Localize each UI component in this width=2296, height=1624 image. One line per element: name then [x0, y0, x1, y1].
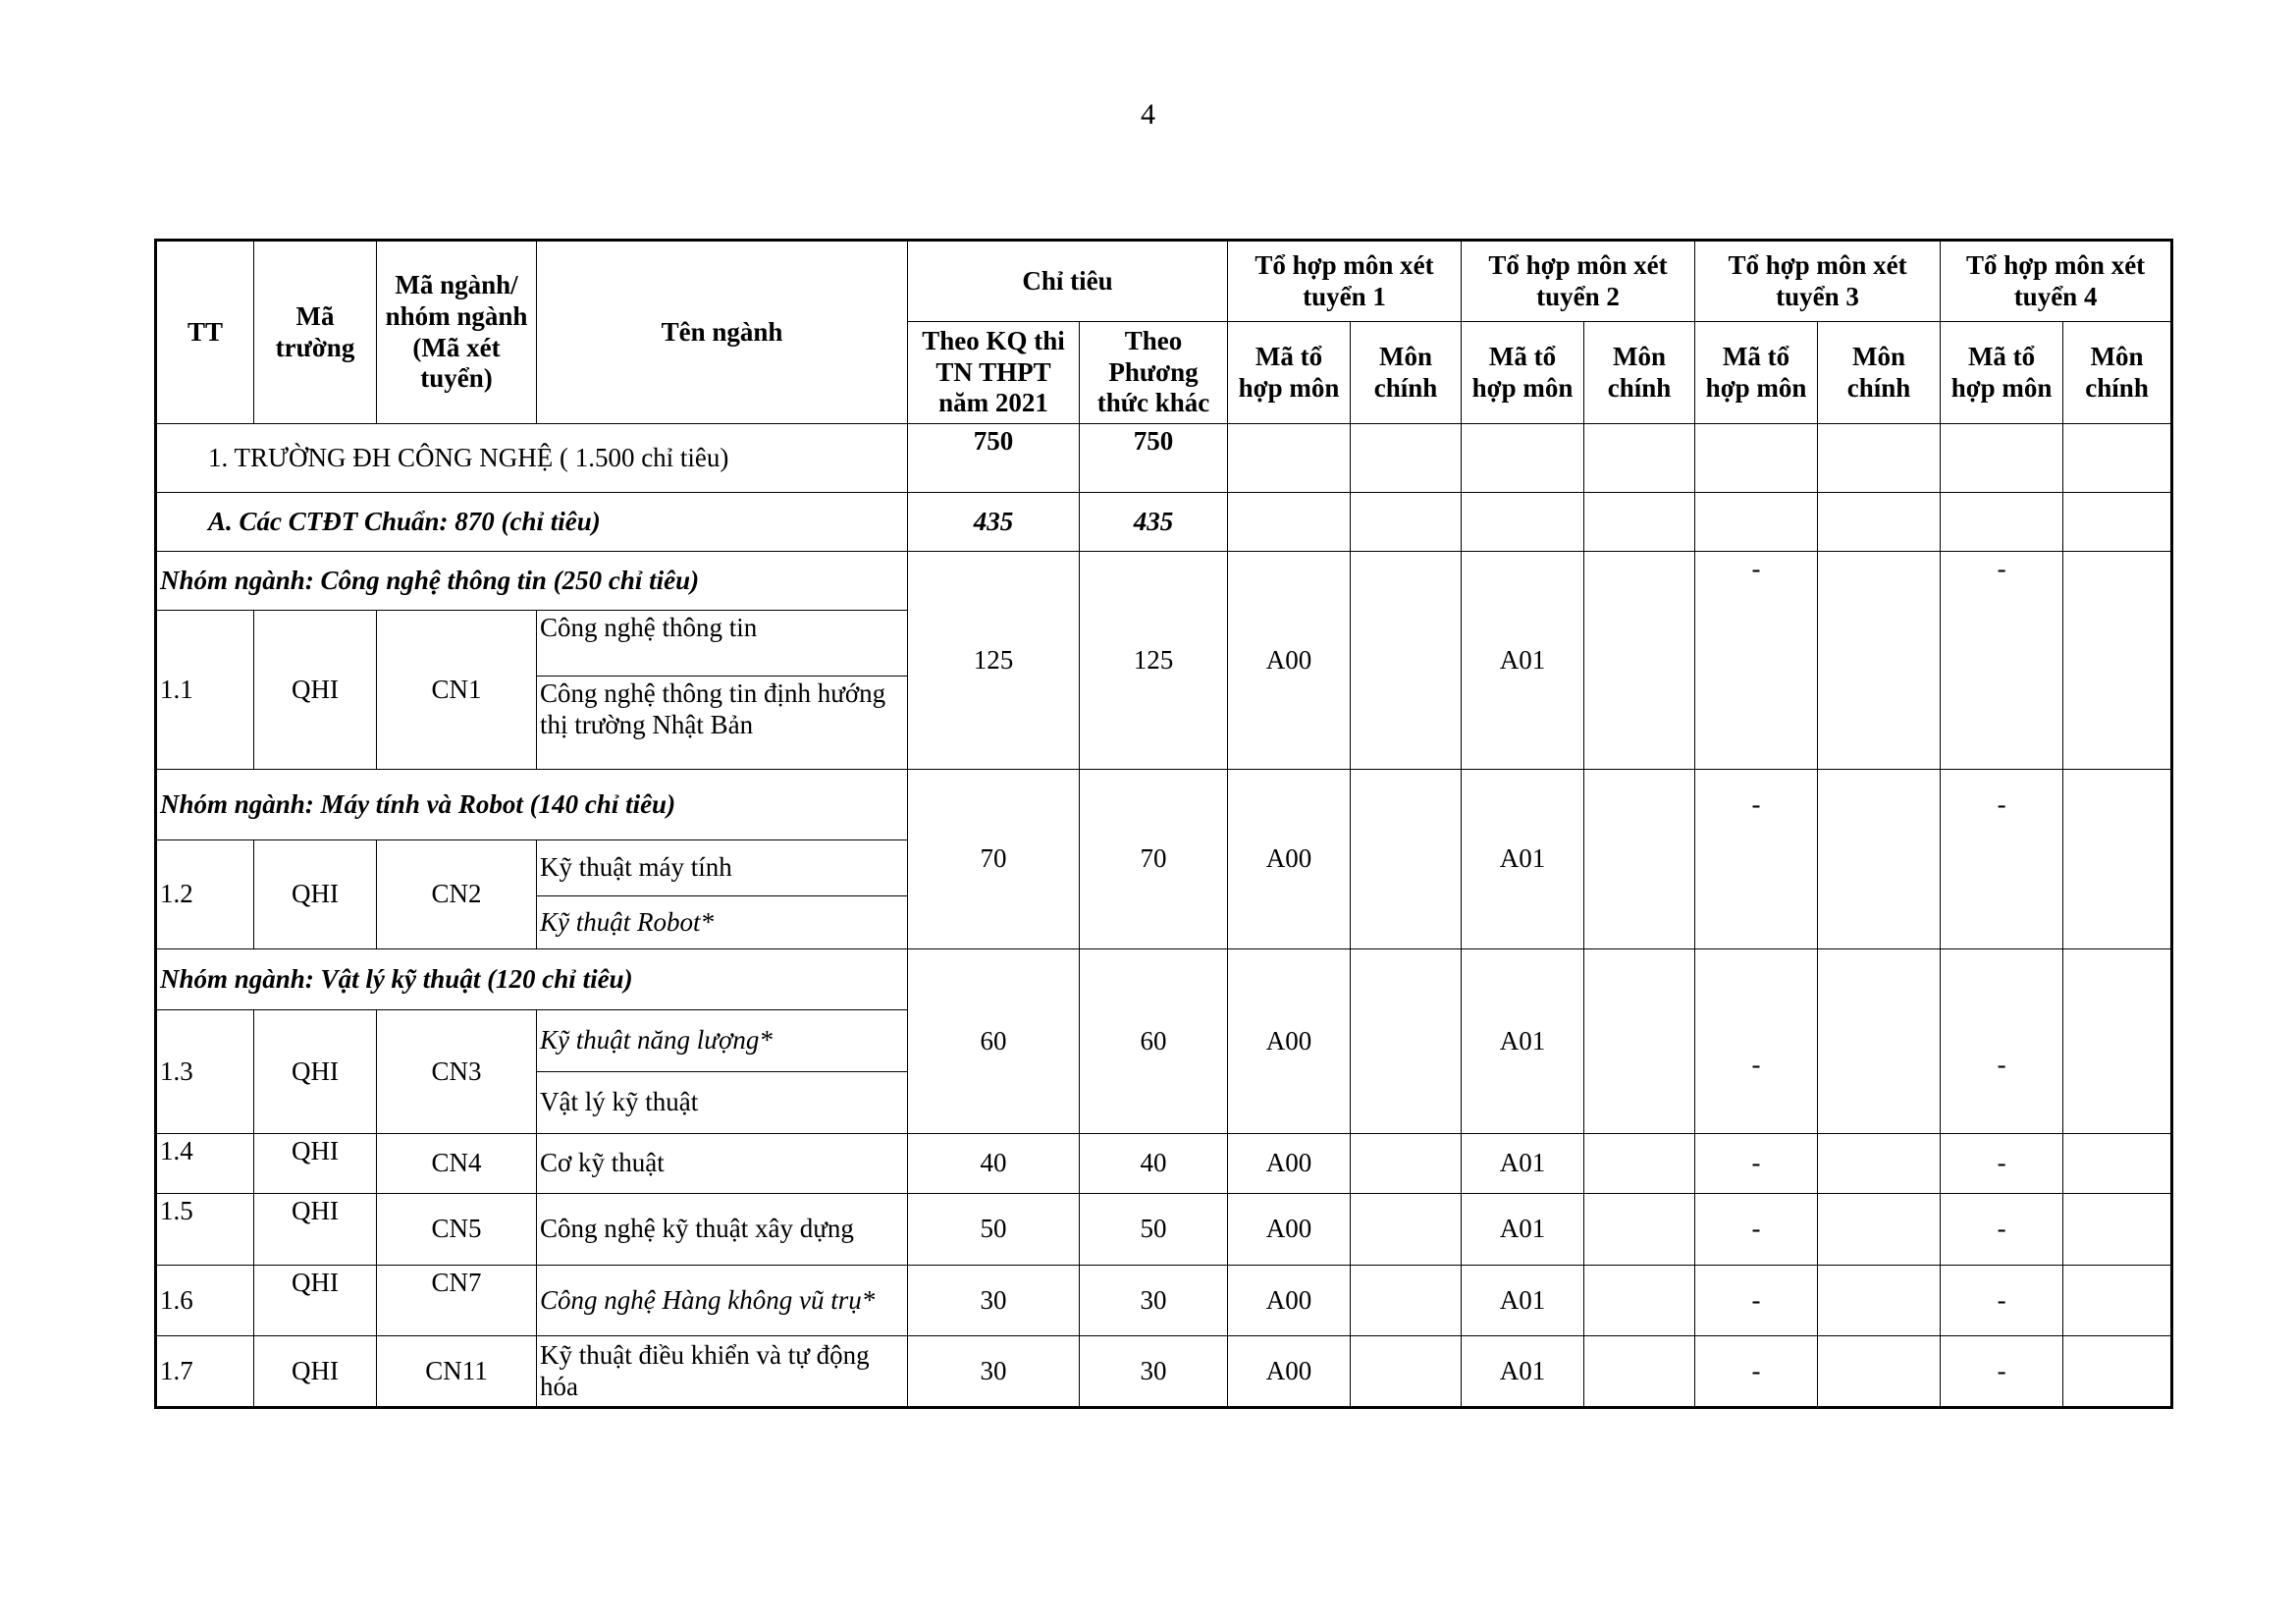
to-hop-2-code: A01 [1462, 770, 1584, 949]
to-hop-4-mon [2063, 1266, 2172, 1336]
header-chi-tieu: Chỉ tiêu [908, 241, 1228, 322]
row-ma: CN7 [377, 1266, 537, 1336]
header-ma-truong: Mã trường [254, 241, 377, 424]
to-hop-2-mon [1584, 1194, 1695, 1266]
to-hop-3-mon [1818, 1336, 1941, 1408]
section-a-title: A. Các CTĐT Chuẩn: 870 (chỉ tiêu) [156, 493, 908, 552]
header-mon-chinh: Môn chính [1818, 322, 1941, 424]
to-hop-2-mon [1584, 949, 1695, 1134]
row-ma: CN5 [377, 1194, 537, 1266]
to-hop-1-mon [1351, 1194, 1462, 1266]
row-name: Kỹ thuật điều khiển và tự động hóa [537, 1336, 908, 1408]
row-pt: 40 [1080, 1134, 1228, 1194]
to-hop-3-mon [1818, 770, 1941, 949]
group-kq: 70 [908, 770, 1080, 949]
to-hop-2-code: A01 [1462, 1134, 1584, 1194]
to-hop-3-mon [1818, 552, 1941, 770]
row-ma: CN1 [377, 611, 537, 770]
to-hop-3-mon [1818, 949, 1941, 1134]
row-name: Kỹ thuật Robot* [537, 896, 908, 949]
to-hop-1-mon [1351, 1134, 1462, 1194]
to-hop-2-code: A01 [1462, 1266, 1584, 1336]
row-name: Công nghệ kỹ thuật xây dựng [537, 1194, 908, 1266]
row-truong: QHI [254, 1266, 377, 1336]
row-ma: CN3 [377, 1010, 537, 1134]
row-tt: 1.2 [156, 840, 254, 949]
to-hop-1-mon [1351, 1336, 1462, 1408]
row-truong: QHI [254, 1134, 377, 1194]
row-name: Công nghệ thông tin định hướng thị trường Nhật Bản [537, 677, 908, 770]
row-kq: 30 [908, 1266, 1080, 1336]
row-name: Vật lý kỹ thuật [537, 1072, 908, 1134]
row-name: Kỹ thuật năng lượng* [537, 1010, 908, 1072]
school-kq: 750 [908, 424, 1080, 493]
to-hop-2-code: A01 [1462, 1194, 1584, 1266]
header-ma-nganh: Mã ngành/ nhóm ngành (Mã xét tuyển) [377, 241, 537, 424]
section-a-row [156, 493, 2172, 552]
school-pt: 750 [1080, 424, 1228, 493]
header-ma-to-hop: Mã tổ hợp môn [1941, 322, 2063, 424]
header-to-hop-1: Tổ hợp môn xét tuyển 1 [1228, 241, 1462, 322]
to-hop-3-code: - [1695, 949, 1818, 1134]
table-row [156, 1336, 2172, 1408]
to-hop-4-mon [2063, 1134, 2172, 1194]
to-hop-4-code: - [1941, 1194, 2063, 1266]
row-ma: CN4 [377, 1134, 537, 1194]
header-tt: TT [156, 241, 254, 424]
to-hop-4-mon [2063, 949, 2172, 1134]
row-truong: QHI [254, 611, 377, 770]
to-hop-4-code: - [1941, 1336, 2063, 1408]
table-row [156, 1266, 2172, 1336]
table-row [156, 1134, 2172, 1194]
row-ma: CN2 [377, 840, 537, 949]
to-hop-4-code: - [1941, 1134, 2063, 1194]
row-tt: 1.4 [156, 1134, 254, 1194]
group-title-row [156, 552, 2172, 611]
header-ma-to-hop: Mã tổ hợp môn [1228, 322, 1351, 424]
to-hop-2-code: A01 [1462, 1336, 1584, 1408]
to-hop-4-code: - [1941, 949, 2063, 1134]
to-hop-1-code: A00 [1228, 949, 1351, 1134]
to-hop-2-mon [1584, 770, 1695, 949]
header-to-hop-3: Tổ hợp môn xét tuyển 3 [1695, 241, 1941, 322]
row-ma: CN11 [377, 1336, 537, 1408]
row-truong: QHI [254, 1336, 377, 1408]
row-kq: 40 [908, 1134, 1080, 1194]
header-theo-kq: Theo KQ thi TN THPT năm 2021 [908, 322, 1080, 424]
header-to-hop-4: Tổ hợp môn xét tuyển 4 [1941, 241, 2172, 322]
row-kq: 50 [908, 1194, 1080, 1266]
header-mon-chinh: Môn chính [1351, 322, 1462, 424]
row-tt: 1.6 [156, 1266, 254, 1336]
row-name: Công nghệ Hàng không vũ trụ* [537, 1266, 908, 1336]
group-pt: 125 [1080, 552, 1228, 770]
row-truong: QHI [254, 1010, 377, 1134]
group-title: Nhóm ngành: Công nghệ thông tin (250 chỉ tiêu) [156, 552, 908, 611]
to-hop-3-code: - [1695, 1194, 1818, 1266]
school-title: 1. TRƯỜNG ĐH CÔNG NGHỆ ( 1.500 chỉ tiêu) [156, 424, 908, 493]
to-hop-3-code: - [1695, 1134, 1818, 1194]
row-pt: 30 [1080, 1336, 1228, 1408]
group-title-row [156, 770, 2172, 840]
to-hop-3-code: - [1695, 1336, 1818, 1408]
row-truong: QHI [254, 840, 377, 949]
to-hop-2-code: A01 [1462, 949, 1584, 1134]
section-a-pt: 435 [1080, 493, 1228, 552]
group-title: Nhóm ngành: Máy tính và Robot (140 chỉ tiêu) [156, 770, 908, 840]
header-to-hop-2: Tổ hợp môn xét tuyển 2 [1462, 241, 1695, 322]
to-hop-1-code: A00 [1228, 1194, 1351, 1266]
to-hop-4-mon [2063, 1336, 2172, 1408]
header-theo-pt: Theo Phương thức khác [1080, 322, 1228, 424]
to-hop-1-code: A00 [1228, 1134, 1351, 1194]
to-hop-2-mon [1584, 1134, 1695, 1194]
group-kq: 125 [908, 552, 1080, 770]
to-hop-3-mon [1818, 1266, 1941, 1336]
to-hop-1-code: A00 [1228, 1336, 1351, 1408]
to-hop-3-mon [1818, 1134, 1941, 1194]
page-number: 4 [1141, 98, 1155, 131]
to-hop-1-mon [1351, 949, 1462, 1134]
to-hop-1-mon [1351, 770, 1462, 949]
to-hop-4-mon [2063, 552, 2172, 770]
to-hop-3-mon [1818, 1194, 1941, 1266]
to-hop-1-mon [1351, 1266, 1462, 1336]
school-row [156, 424, 2172, 493]
header-mon-chinh: Môn chính [2063, 322, 2172, 424]
group-title: Nhóm ngành: Vật lý kỹ thuật (120 chỉ tiêu) [156, 949, 908, 1010]
to-hop-1-mon [1351, 552, 1462, 770]
header-ma-to-hop: Mã tổ hợp môn [1462, 322, 1584, 424]
to-hop-4-mon [2063, 770, 2172, 949]
group-title-row [156, 949, 2172, 1010]
admissions-table [154, 239, 2173, 1409]
to-hop-2-code: A01 [1462, 552, 1584, 770]
row-kq: 30 [908, 1336, 1080, 1408]
to-hop-3-code: - [1695, 1266, 1818, 1336]
to-hop-4-code: - [1941, 552, 2063, 770]
to-hop-4-code: - [1941, 1266, 2063, 1336]
header-ten-nganh: Tên ngành [537, 241, 908, 424]
section-a-kq: 435 [908, 493, 1080, 552]
row-tt: 1.7 [156, 1336, 254, 1408]
header-mon-chinh: Môn chính [1584, 322, 1695, 424]
to-hop-1-code: A00 [1228, 770, 1351, 949]
row-pt: 30 [1080, 1266, 1228, 1336]
to-hop-4-code: - [1941, 770, 2063, 949]
table-row [156, 1194, 2172, 1266]
row-name: Kỹ thuật máy tính [537, 840, 908, 896]
row-tt: 1.3 [156, 1010, 254, 1134]
group-kq: 60 [908, 949, 1080, 1134]
row-name: Công nghệ thông tin [537, 611, 908, 677]
to-hop-3-code: - [1695, 552, 1818, 770]
to-hop-1-code: A00 [1228, 552, 1351, 770]
to-hop-4-mon [2063, 1194, 2172, 1266]
to-hop-2-mon [1584, 1336, 1695, 1408]
row-name: Cơ kỹ thuật [537, 1134, 908, 1194]
group-pt: 70 [1080, 770, 1228, 949]
to-hop-2-mon [1584, 552, 1695, 770]
row-tt: 1.1 [156, 611, 254, 770]
to-hop-3-code: - [1695, 770, 1818, 949]
to-hop-2-mon [1584, 1266, 1695, 1336]
row-tt: 1.5 [156, 1194, 254, 1266]
row-pt: 50 [1080, 1194, 1228, 1266]
row-truong: QHI [254, 1194, 377, 1266]
header-ma-to-hop: Mã tổ hợp môn [1695, 322, 1818, 424]
to-hop-1-code: A00 [1228, 1266, 1351, 1336]
group-pt: 60 [1080, 949, 1228, 1134]
